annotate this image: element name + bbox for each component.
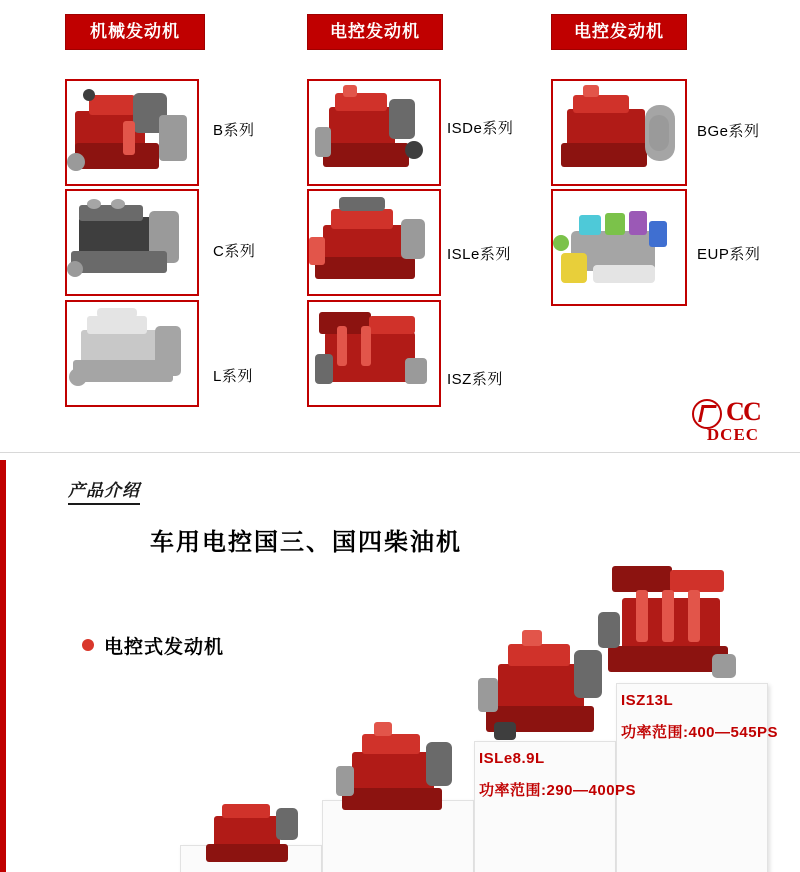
bullet-label: 电控式发动机 [104, 637, 225, 658]
product-label-eup-series: EUP系列 [697, 246, 761, 263]
product-label-isle-series: ISLe系列 [447, 246, 511, 263]
step-model-isz13l: ISZ13L [621, 692, 674, 709]
dcec-brand-text: DCEC [706, 425, 760, 444]
product-label-l-series: L系列 [213, 368, 253, 385]
step-caption-isle89l [479, 750, 636, 800]
bullet-electronic-engine [104, 632, 224, 659]
product-label-isz-series: ISZ系列 [447, 371, 503, 388]
category-header-electronic-1: 电控发动机 [307, 14, 443, 50]
accent-bar [0, 460, 6, 872]
engine-photo-isle89l [474, 622, 614, 744]
step-power-isz13l: 功率范围:400—545PS [621, 724, 779, 741]
slide-product-introduction [0, 460, 800, 872]
cummins-logo-icon: C C [726, 397, 762, 426]
category-header-electronic-2: 电控发动机 [551, 14, 687, 50]
engine-photo-isle-series [307, 189, 441, 296]
product-label-isde-series: ISDe系列 [447, 120, 514, 137]
engine-photo-eup-series [551, 189, 687, 306]
engine-photo-step-2 [330, 718, 470, 814]
dcec-logo [690, 398, 776, 442]
engine-photo-isz-series [307, 300, 441, 407]
category-header-mechanical: 机械发动机 [65, 14, 205, 50]
step-caption-isz13l [621, 692, 778, 742]
page-title: 车用电控国三、国四柴油机 [150, 529, 462, 556]
engine-photo-b-series [65, 79, 199, 186]
engine-photo-step-1 [196, 790, 316, 860]
step-model-isle89l: ISLe8.9L [479, 750, 545, 767]
bullet-dot-icon [82, 639, 94, 651]
product-label-b-series: B系列 [213, 122, 255, 139]
product-label-bge-series: BGe系列 [697, 123, 760, 140]
engine-photo-l-series [65, 300, 199, 407]
step-power-isle89l: 功率范围:290—400PS [479, 782, 637, 799]
logo-marks [690, 398, 776, 426]
engine-photo-c-series [65, 189, 199, 296]
engine-photo-isz13l [596, 550, 746, 690]
engine-photo-bge-series [551, 79, 687, 186]
engine-photo-isde-series [307, 79, 441, 186]
section-kicker: 产品介绍 [68, 476, 140, 505]
product-label-c-series: C系列 [213, 243, 256, 260]
